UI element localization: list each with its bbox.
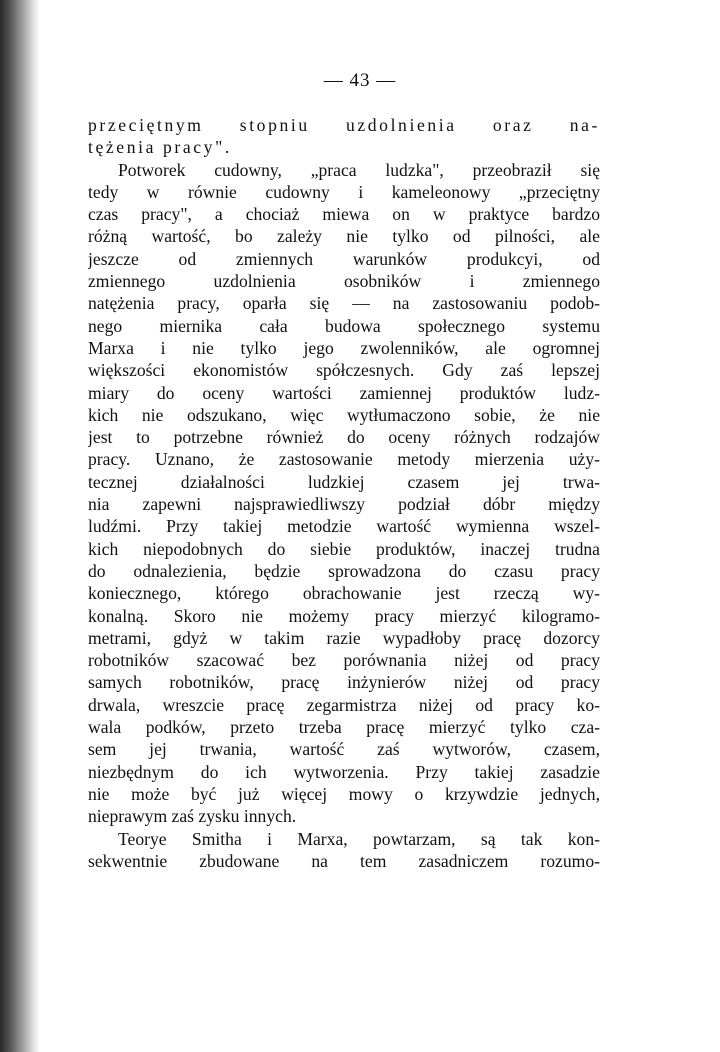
text-line: niezbędnym do ich wytworzenia. Przy takiej zasadzie xyxy=(88,761,600,782)
text-line: kich niepodobnych do siebie produktów, inaczej trudna xyxy=(88,538,600,559)
text-line: metrami, gdyż w takim razie wypadłoby pracę dozorcy xyxy=(88,627,600,648)
text-line: przeciętnym stopniu uzdolnienia oraz na- xyxy=(88,115,600,135)
body-text xyxy=(88,114,600,872)
text-line: natężenia pracy, oparła się — na zastosowaniu podob- xyxy=(88,293,600,314)
text-line: tężenia pracy". xyxy=(88,137,232,158)
text-line: Potworek cudowny, „praca ludzka", przeobraził się xyxy=(118,159,600,180)
text-line: koniecznego, którego obrachowanie jest rzeczą wy- xyxy=(88,583,600,604)
text-line: ludźmi. Przy takiej metodzie wartość wymienna wszel- xyxy=(88,516,600,537)
text-line: jest to potrzebne również do oceny różnych rodzajów xyxy=(88,427,600,448)
text-line: miary do oceny wartości zamiennej produktów ludz- xyxy=(88,382,600,403)
text-line: pracy. Uznano, że zastosowanie metody mierzenia uży- xyxy=(88,449,600,470)
text-line: konalną. Skoro nie możemy pracy mierzyć kilogramo- xyxy=(88,605,600,626)
text-line: robotników szacować bez porównania niżej od pracy xyxy=(88,650,600,671)
text-line: tedy w równie cudowny i kameleonowy „przeciętny xyxy=(88,181,600,202)
text-line: samych robotników, pracę inżynierów niżej od pracy xyxy=(88,672,600,693)
text-line: kich nie odszukano, więc wytłumaczono sobie, że nie xyxy=(88,404,600,425)
text-line: większości ekonomistów spółczesnych. Gdy zaś lepszej xyxy=(88,360,600,381)
text-line: jeszcze od zmiennych warunków produkcyi, od xyxy=(88,248,600,269)
text-line: nieprawym zaś zysku innych. xyxy=(88,806,297,827)
text-line: do odnalezienia, będzie sprowadzona do czasu pracy xyxy=(88,560,600,581)
book-spine-shadow xyxy=(0,0,40,1052)
text-line: Marxa i nie tylko jego zwolenników, ale ogromnej xyxy=(88,337,600,358)
text-line: sekwentnie zbudowane na tem zasadniczem rozumo- xyxy=(88,850,600,871)
text-line: nia zapewni najsprawiedliwszy podział dóbr między xyxy=(88,494,600,515)
text-line: wala podków, przeto trzeba pracę mierzyć tylko cza- xyxy=(88,717,600,738)
text-line: sem jej trwania, wartość zaś wytworów, czasem, xyxy=(88,739,600,760)
text-line: nie może być już więcej mowy o krzywdzie jednych, xyxy=(88,783,600,804)
text-line: zmiennego uzdolnienia osobników i zmiennego xyxy=(88,271,600,292)
text-line: Teorye Smitha i Marxa, powtarzam, są tak kon- xyxy=(118,828,600,849)
text-line: drwala, wreszcie pracę zegarmistrza niżej od pracy ko- xyxy=(88,694,600,715)
page-number: — 43 — xyxy=(323,70,397,91)
text-line: czas pracy", a chociaż miewa on w praktyce bardzo xyxy=(88,204,600,225)
text-line: różną wartość, bo zależy nie tylko od pilności, ale xyxy=(88,226,600,247)
text-line: tecznej działalności ludzkiej czasem jej trwa- xyxy=(88,471,600,492)
text-line: nego miernika cała budowa społecznego systemu xyxy=(88,315,600,336)
